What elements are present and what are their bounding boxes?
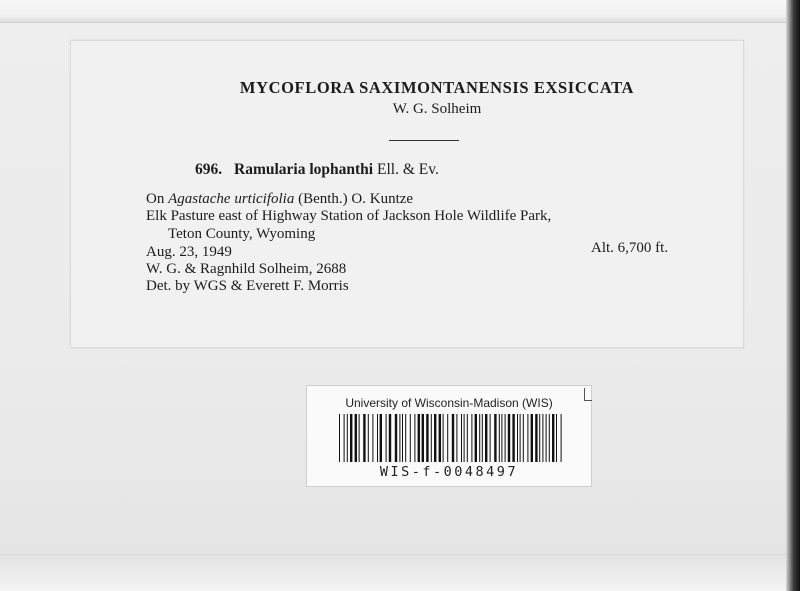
editor-name: W. G. Solheim xyxy=(392,101,482,117)
determiner: Det. by WGS & Everett F. Morris xyxy=(146,278,349,294)
series-title: MYCOFLORA SAXIMONTANENSIS EXSICCATA xyxy=(239,78,635,97)
locality-line-2: Teton County, Wyoming xyxy=(168,226,316,242)
host-prefix: On xyxy=(146,191,165,207)
sheet-right-edge xyxy=(786,0,800,591)
specimen-number: 696. xyxy=(195,161,223,178)
host-name: Agastache urticifolia xyxy=(168,191,295,207)
barcode xyxy=(337,414,563,462)
collection-date: Aug. 23, 1949 xyxy=(146,244,232,260)
locality-line-1: Elk Pasture east of Highway Station of Jackson Hole Wildlife Park, xyxy=(146,208,552,224)
host-authority: (Benth.) O. Kuntze xyxy=(298,191,414,207)
corner-mark xyxy=(584,388,592,401)
institution-name: University of Wisconsin-Madison (WIS) xyxy=(345,396,553,410)
catalog-number: WIS-f-0048497 xyxy=(379,464,519,480)
barcode-label xyxy=(306,385,592,487)
taxon-authority: Ell. & Ev. xyxy=(376,161,439,178)
collectors: W. G. & Ragnhild Solheim, 2688 xyxy=(146,261,347,277)
sheet-top-edge xyxy=(0,0,800,23)
specimen-heading xyxy=(195,161,439,179)
taxon-name: Ramularia lophanthi xyxy=(234,161,374,178)
altitude: Alt. 6,700 ft. xyxy=(591,240,669,256)
specimen-label xyxy=(70,40,744,348)
divider-rule xyxy=(389,140,459,141)
host-line xyxy=(146,191,413,208)
sheet-bottom-strip xyxy=(0,554,786,591)
